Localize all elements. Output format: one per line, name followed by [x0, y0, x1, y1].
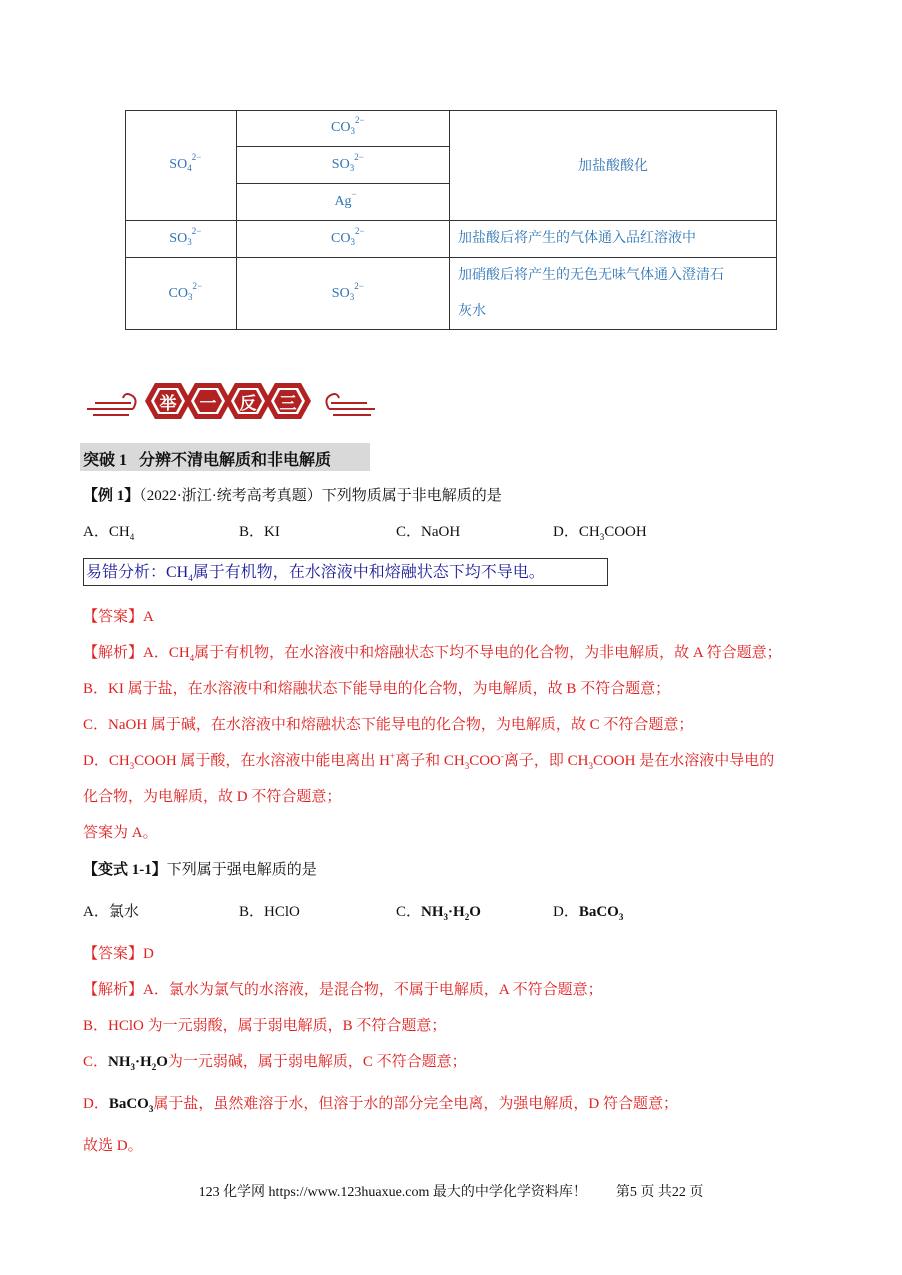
section-title: 突破 1 分辨不清电解质和非电解质 — [83, 452, 332, 469]
variant-1-analysis-c: C．$NH_3\cdot H_2O$为一元弱碱，属于弱电解质，C 不符合题意； — [83, 1054, 467, 1072]
table-cell-carbonate: $CO_3$ 2− — [331, 115, 365, 136]
table-cell-method-2: 加盐酸后将产生的气体通入品红溶液中 — [458, 231, 696, 246]
variant-1-question: 【变式 1-1】下列属于强电解质的是 — [83, 862, 317, 878]
variant-1-answer: 【答案】D — [83, 946, 154, 962]
table-cell-method-3: 加硝酸后将产生的无色无味气体通入澄清石 灰水 — [458, 268, 724, 319]
variant-1-option-b: B．HClO — [239, 904, 300, 920]
example-1-analysis-a: 【解析】A．$CH_4$属于有机物，在水溶液中和熔融状态下均不导电的化合物，为非电解质，故 A 符合题意； — [83, 645, 782, 663]
example-1-analysis-b: B．KI 属于盐，在水溶液中和熔融状态下能导电的化合物，为电解质，故 B 不符合题意； — [83, 681, 671, 697]
variant-1-analysis-a: 【解析】A．氯水为氯气的水溶液，是混合物，不属于电解质，A 不符合题意； — [83, 982, 603, 998]
banner-char-2: 一 — [199, 394, 217, 414]
banner-char-1: 举 — [159, 394, 177, 414]
table-cell-sulfite-2: $SO_3$ 2− — [169, 226, 202, 247]
variant-1-analysis-b: B．HClO 为一元弱酸，属于弱电解质，B 不符合题意； — [83, 1018, 447, 1034]
banner-char-3: 反 — [239, 394, 257, 414]
variant-1-conclusion: 故选 D。 — [83, 1138, 143, 1154]
example-1-option-d: D．$CH_3COOH$ — [553, 524, 647, 542]
table-cell-carbonate-2: $CO_3$ 2− — [331, 226, 365, 247]
example-1-analysis-d-cont: 化合物，为电解质，故 D 不符合题意； — [83, 789, 342, 805]
table-cell-silver: Ag − — [334, 189, 357, 209]
footer-site: 123 化学网 https://www.123huaxue.com 最大的中学化学资料库！ — [198, 1185, 587, 1200]
example-1-answer: 【答案】A — [83, 609, 154, 625]
page-footer — [0, 1181, 902, 1201]
footer-page-number: 第5 页 共22 页 — [615, 1185, 704, 1200]
example-1-option-c: C．NaOH — [396, 524, 461, 540]
example-1-conclusion: 答案为 A。 — [83, 825, 158, 841]
example-1-option-a: A．$CH_4$ — [83, 524, 135, 542]
example-1-analysis-c: C．NaOH 属于碱，在水溶液中和熔融状态下能导电的化合物，为电解质，故 C 不符合题意； — [83, 717, 694, 733]
table-cell-method-1: 加盐酸酸化 — [578, 159, 648, 174]
variant-1-analysis-d: D．BaCO$_3$属于盐，虽然难溶于水，但溶于水的部分完全电离，为强电解质，D 符合题意； — [83, 1096, 678, 1114]
variant-1-option-c: C．$NH_3\cdot H_2O$ — [396, 904, 481, 922]
variant-1-option-d: D．BaCO$_3$ — [553, 904, 624, 922]
ion-test-table — [125, 110, 777, 330]
table-cell-sulfite-3: $SO_3$ 2− — [331, 280, 364, 302]
error-analysis-box: 易错分析：$CH_4$属于有机物，在水溶液中和熔融状态下均不导电。 — [83, 558, 608, 586]
variant-1-option-a: A．氯水 — [83, 904, 139, 920]
table-cell-carbonate-3: $CO_3$ 2− — [168, 280, 203, 302]
banner-decoration-icon — [85, 375, 377, 427]
banner-char-4: 三 — [279, 394, 297, 414]
example-1-question: 【例 1】（2022·浙江·统考高考真题）下列物质属于非电解质的是 — [83, 488, 502, 504]
example-1-option-b: B．KI — [239, 524, 280, 540]
example-1-analysis-d: D．$CH_3COOH$ 属于酸，在水溶液中能电离出 H+离子和 $CH_3COO^-$离子，即 $CH_3COOH$ 是在水溶液中导电的 — [83, 751, 775, 771]
table-cell-sulfite: $SO_3$ 2− — [331, 152, 364, 173]
table-cell-sulfate: $SO_4$ 2− — [169, 152, 202, 173]
section-banner — [85, 375, 377, 427]
